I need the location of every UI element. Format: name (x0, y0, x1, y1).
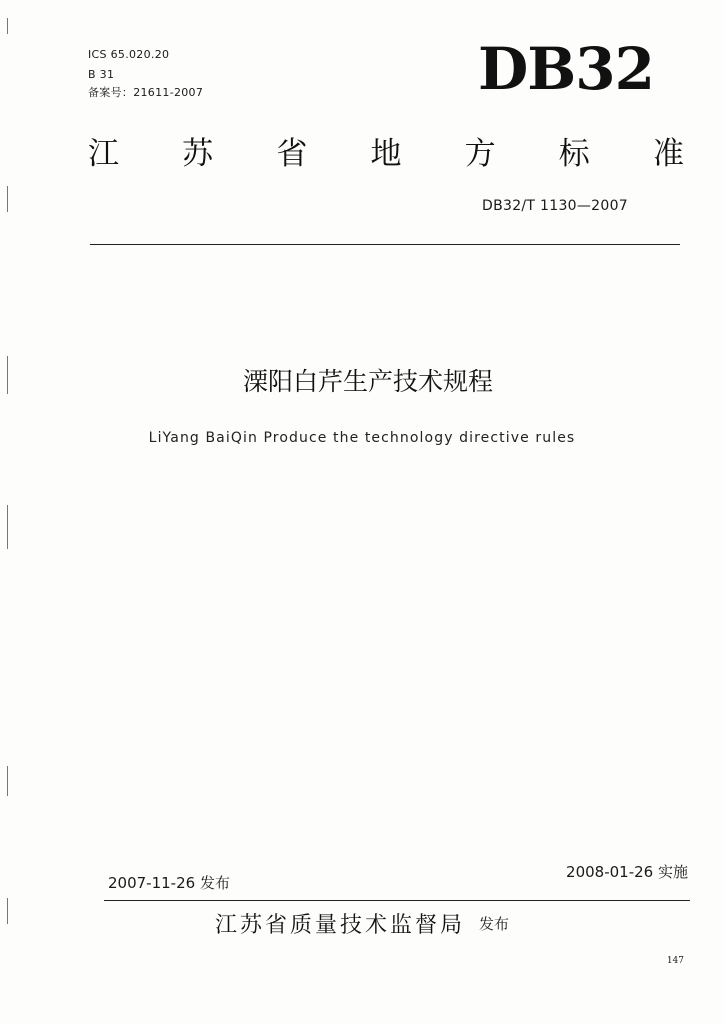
issuer-suffix: 发布 (479, 915, 510, 933)
scan-edge-mark (7, 186, 8, 212)
db32-logo: DB32 (477, 35, 654, 103)
standard-title-char: 准 (652, 136, 684, 172)
scan-edge-mark (7, 766, 8, 796)
scan-edge-mark (7, 505, 8, 549)
scan-edge-mark (7, 18, 8, 34)
standard-title-char: 省 (276, 136, 308, 172)
issuer-line (0, 908, 724, 939)
document-subtitle: LiYang BaiQin Produce the technology directive rules (148, 430, 576, 446)
ccs-code: B 31 (88, 68, 115, 81)
page-number: 147 (666, 956, 684, 966)
standard-title-char: 苏 (182, 136, 214, 172)
document-title: 溧阳白芹生产技术规程 (242, 367, 493, 396)
ics-code: ICS 65.020.20 (88, 48, 170, 61)
standard-title-char: 江 (88, 136, 119, 172)
standard-title-char: 地 (370, 136, 402, 172)
bottom-divider (104, 900, 690, 901)
implement-date: 2008-01-26 实施 (566, 863, 688, 881)
publish-date: 2007-11-26 发布 (108, 874, 230, 892)
record-number: 备案号：21611-2007 (88, 86, 204, 99)
top-divider (90, 244, 680, 245)
standard-title-char: 方 (464, 136, 496, 172)
standard-title (88, 132, 684, 176)
standard-number: DB32/T 1130—2007 (482, 198, 628, 214)
standard-title-char: 标 (558, 136, 590, 172)
issuer-name: 江苏省质量技术监督局 (214, 913, 465, 938)
